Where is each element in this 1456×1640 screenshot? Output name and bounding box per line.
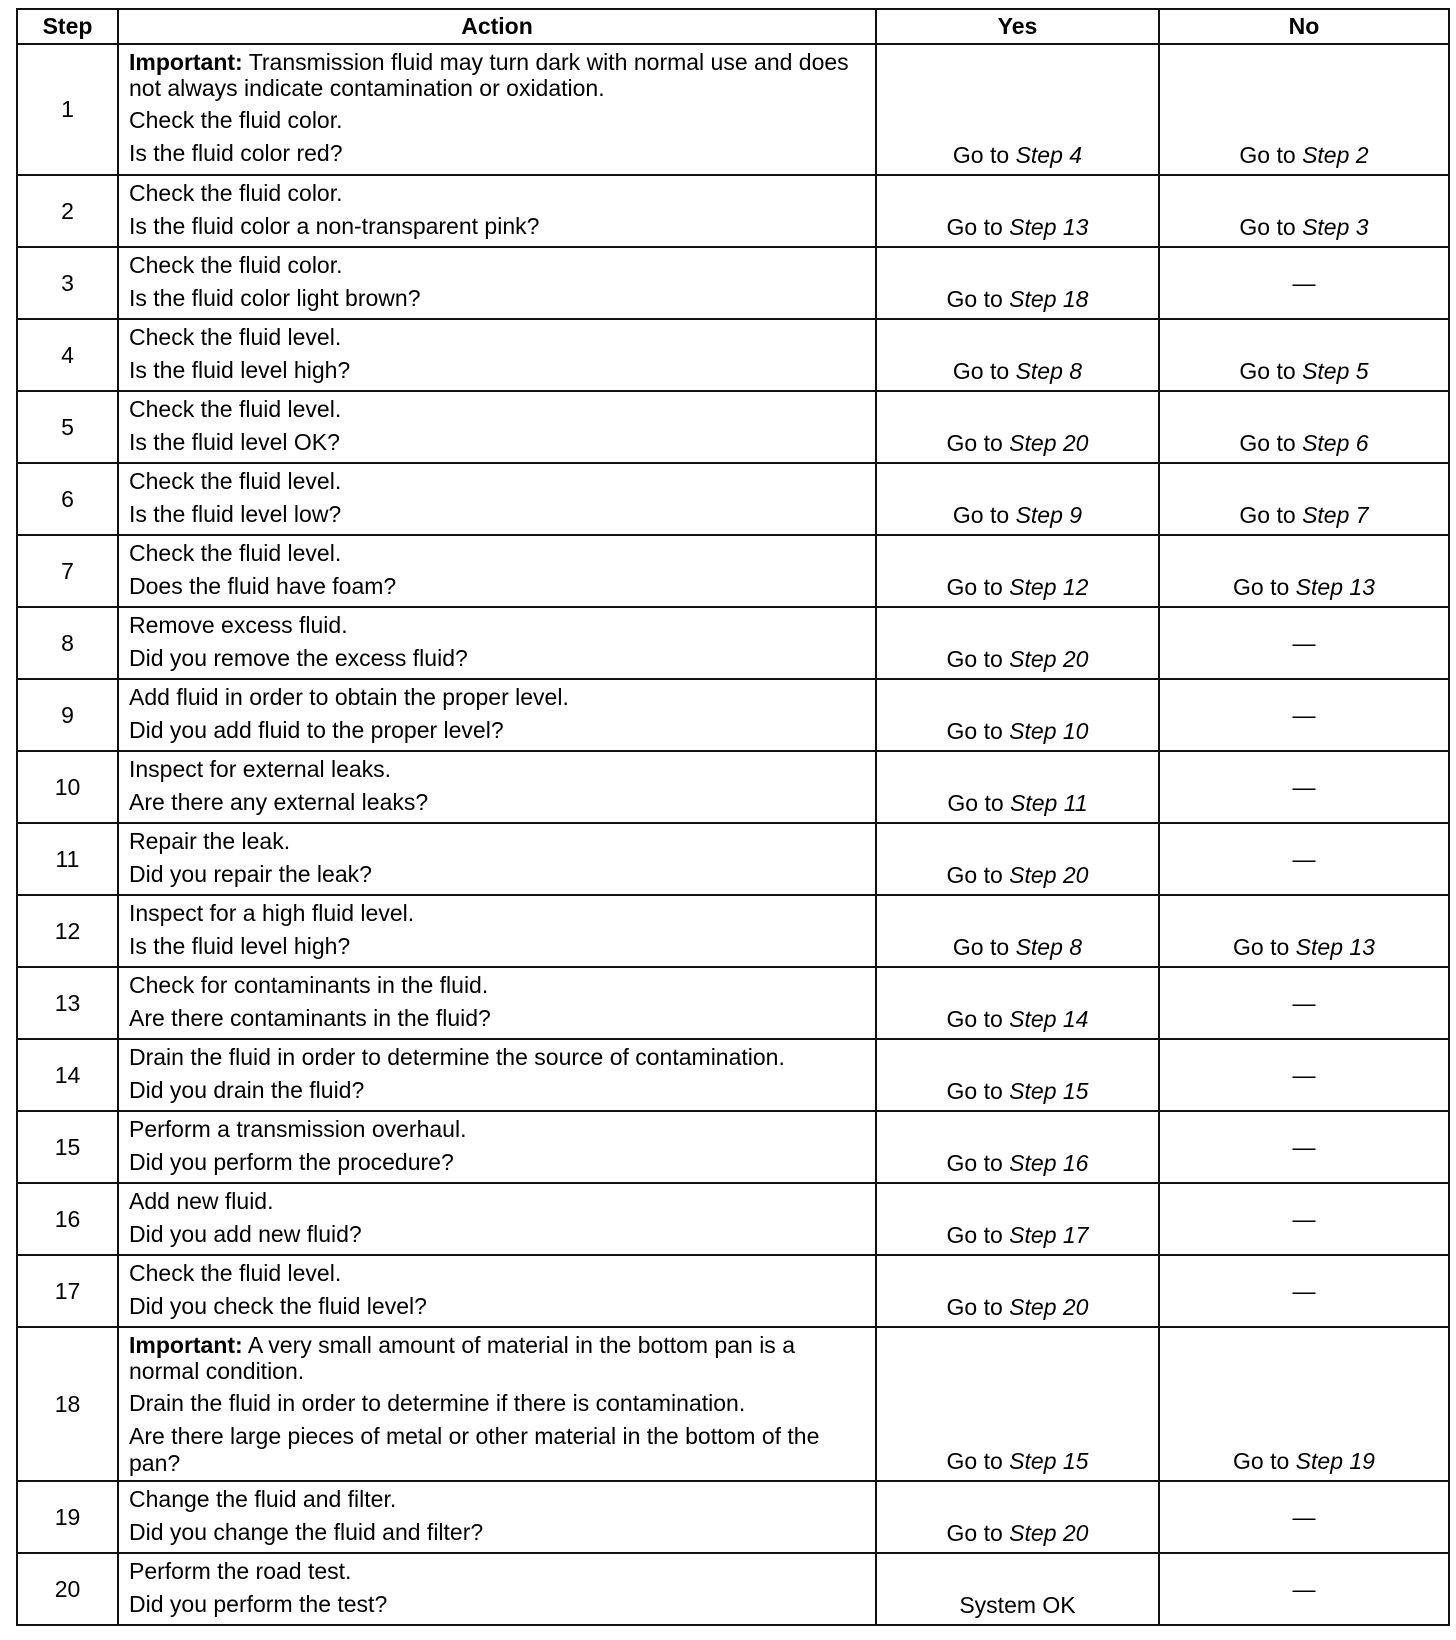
step-number: 6 [17, 463, 118, 535]
yes-step-link: Step 20 [1009, 1520, 1089, 1546]
action-instruction: Perform the road test. [129, 1558, 352, 1584]
yes-step-link: Step 20 [1009, 862, 1089, 888]
action-instruction: Check the fluid color. [129, 107, 343, 133]
step-number: 20 [17, 1553, 118, 1625]
no-goto-prefix: Go to [1233, 1448, 1290, 1474]
action-instruction: Perform a transmission overhaul. [129, 1116, 467, 1142]
action-question: Are there large pieces of metal or other material in the bottom of the pan? [129, 1423, 820, 1476]
action-question: Is the fluid level low? [129, 501, 342, 527]
step-number: 16 [17, 1183, 118, 1255]
action-cell [118, 44, 876, 175]
step-number: 11 [17, 823, 118, 895]
yes-cell [876, 1039, 1159, 1111]
action-instruction: Check the fluid level. [129, 540, 342, 566]
no-cell [1159, 823, 1449, 895]
important-label: Important: [129, 1332, 243, 1358]
yes-goto-prefix: Go to [946, 718, 1003, 744]
action-instruction: Check the fluid level. [129, 468, 342, 494]
action-instruction: Check the fluid color. [129, 180, 343, 206]
action-cell [118, 967, 876, 1039]
action-instruction: Add fluid in order to obtain the proper level. [129, 684, 569, 710]
step-number: 17 [17, 1255, 118, 1327]
yes-goto-prefix: Go to [946, 286, 1003, 312]
no-dash: — [1292, 1503, 1316, 1530]
action-instruction: Drain the fluid in order to determine if there is contamination. [129, 1390, 746, 1416]
yes-cell [876, 679, 1159, 751]
action-question: Is the fluid level OK? [129, 429, 340, 455]
important-text: Transmission fluid may turn dark with normal use and does not always indicate contamination or oxidation. [129, 49, 849, 101]
no-goto-prefix: Go to [1239, 502, 1296, 528]
no-cell [1159, 607, 1449, 679]
table-row [17, 607, 1449, 679]
no-cell [1159, 44, 1449, 175]
step-number: 2 [17, 175, 118, 247]
no-cell [1159, 391, 1449, 463]
step-number: 7 [17, 535, 118, 607]
table-row [17, 391, 1449, 463]
yes-goto-prefix: Go to [946, 1006, 1003, 1032]
no-goto-prefix: Go to [1233, 934, 1290, 960]
no-dash: — [1292, 1061, 1316, 1088]
table-row [17, 679, 1449, 751]
no-step-link: Step 5 [1302, 358, 1369, 384]
table-row [17, 1553, 1449, 1625]
yes-cell [876, 1481, 1159, 1553]
yes-step-link: Step 20 [1009, 1294, 1089, 1320]
action-question: Did you check the fluid level? [129, 1293, 427, 1319]
action-question: Is the fluid color red? [129, 140, 343, 166]
yes-cell [876, 247, 1159, 319]
header-no: No [1159, 9, 1449, 44]
table-row [17, 535, 1449, 607]
no-cell [1159, 175, 1449, 247]
no-cell [1159, 319, 1449, 391]
yes-result-text: System OK [959, 1592, 1076, 1618]
step-number: 18 [17, 1327, 118, 1481]
yes-cell [876, 967, 1159, 1039]
no-dash: — [1292, 845, 1316, 872]
yes-goto-prefix: Go to [952, 934, 1010, 960]
header-action: Action [118, 9, 876, 44]
step-number: 9 [17, 679, 118, 751]
table-row [17, 1481, 1449, 1553]
action-instruction: Add new fluid. [129, 1188, 274, 1214]
no-dash: — [1292, 701, 1316, 728]
action-instruction: Check for contaminants in the fluid. [129, 972, 489, 998]
action-question: Is the fluid color light brown? [129, 285, 421, 311]
action-question: Did you remove the excess fluid? [129, 645, 468, 671]
diagnostic-table-container [16, 8, 1448, 1626]
yes-goto-prefix: Go to [946, 1448, 1003, 1474]
action-cell [118, 1255, 876, 1327]
action-instruction: Drain the fluid in order to determine the source of contamination. [129, 1044, 785, 1070]
yes-step-link: Step 14 [1009, 1006, 1089, 1032]
yes-step-link: Step 16 [1009, 1150, 1089, 1176]
no-step-link: Step 3 [1302, 214, 1369, 240]
action-question: Are there any external leaks? [129, 789, 429, 815]
yes-cell [876, 319, 1159, 391]
no-cell [1159, 1183, 1449, 1255]
no-cell [1159, 247, 1449, 319]
yes-step-link: Step 17 [1009, 1222, 1089, 1248]
no-cell [1159, 751, 1449, 823]
yes-step-link: Step 9 [1015, 502, 1083, 528]
no-cell [1159, 1327, 1449, 1481]
no-cell [1159, 1255, 1449, 1327]
action-question: Are there contaminants in the fluid? [129, 1005, 491, 1031]
yes-cell [876, 391, 1159, 463]
table-row [17, 1255, 1449, 1327]
table-row [17, 44, 1449, 175]
action-instruction: Inspect for a high fluid level. [129, 900, 415, 926]
no-dash: — [1292, 1575, 1316, 1602]
important-note [129, 49, 865, 101]
yes-goto-prefix: Go to [946, 574, 1003, 600]
yes-goto-prefix: Go to [947, 790, 1004, 816]
no-goto-prefix: Go to [1233, 574, 1290, 600]
yes-goto-prefix: Go to [946, 430, 1003, 456]
action-question: Is the fluid level high? [129, 357, 351, 383]
yes-step-link: Step 18 [1009, 286, 1089, 312]
no-cell [1159, 1553, 1449, 1625]
yes-goto-prefix: Go to [946, 646, 1003, 672]
action-cell [118, 247, 876, 319]
action-question: Did you add new fluid? [129, 1221, 362, 1247]
action-cell [118, 679, 876, 751]
no-cell [1159, 463, 1449, 535]
no-cell [1159, 1111, 1449, 1183]
yes-cell [876, 751, 1159, 823]
yes-goto-prefix: Go to [946, 862, 1003, 888]
action-instruction: Remove excess fluid. [129, 612, 348, 638]
action-question: Did you perform the test? [129, 1591, 388, 1617]
no-dash: — [1292, 1277, 1316, 1304]
action-question: Is the fluid level high? [129, 933, 351, 959]
table-row [17, 823, 1449, 895]
action-cell [118, 823, 876, 895]
action-cell [118, 175, 876, 247]
yes-goto-prefix: Go to [946, 214, 1003, 240]
action-question: Did you add fluid to the proper level? [129, 717, 504, 743]
yes-goto-prefix: Go to [952, 358, 1010, 384]
no-goto-prefix: Go to [1239, 358, 1296, 384]
no-goto-prefix: Go to [1239, 214, 1296, 240]
action-cell [118, 1327, 876, 1481]
action-cell [118, 1039, 876, 1111]
table-row [17, 319, 1449, 391]
yes-cell [876, 1327, 1159, 1481]
no-step-link: Step 19 [1295, 1448, 1375, 1474]
no-dash: — [1292, 269, 1316, 296]
no-step-link: Step 6 [1302, 430, 1369, 456]
yes-step-link: Step 12 [1009, 574, 1089, 600]
step-number: 14 [17, 1039, 118, 1111]
yes-step-link: Step 20 [1009, 430, 1089, 456]
action-cell [118, 1111, 876, 1183]
action-instruction: Check the fluid color. [129, 252, 343, 278]
yes-cell [876, 1111, 1159, 1183]
table-row [17, 967, 1449, 1039]
no-cell [1159, 1481, 1449, 1553]
action-cell [118, 1553, 876, 1625]
yes-cell [876, 175, 1159, 247]
action-question: Is the fluid color a non-transparent pink? [129, 213, 540, 239]
step-number: 8 [17, 607, 118, 679]
yes-step-link: Step 20 [1009, 646, 1089, 672]
no-step-link: Step 2 [1302, 142, 1369, 168]
action-question: Does the fluid have foam? [129, 573, 397, 599]
action-question: Did you perform the procedure? [129, 1149, 454, 1175]
yes-step-link: Step 15 [1009, 1448, 1089, 1474]
no-dash: — [1292, 629, 1316, 656]
yes-step-link: Step 10 [1009, 718, 1089, 744]
action-cell [118, 319, 876, 391]
table-row [17, 895, 1449, 967]
action-instruction: Check the fluid level. [129, 396, 342, 422]
yes-step-link: Step 8 [1015, 934, 1083, 960]
table-row [17, 1327, 1449, 1481]
action-cell [118, 391, 876, 463]
yes-cell [876, 823, 1159, 895]
yes-step-link: Step 8 [1015, 358, 1083, 384]
important-text: A very small amount of material in the bottom pan is a normal condition. [129, 1332, 795, 1384]
action-instruction: Check the fluid level. [129, 1260, 342, 1286]
yes-step-link: Step 13 [1009, 214, 1089, 240]
table-row [17, 463, 1449, 535]
step-number: 19 [17, 1481, 118, 1553]
step-number: 15 [17, 1111, 118, 1183]
step-number: 10 [17, 751, 118, 823]
no-dash: — [1292, 1133, 1316, 1160]
header-row [17, 9, 1449, 44]
table-body [17, 44, 1449, 1625]
yes-cell [876, 1553, 1159, 1625]
yes-step-link: Step 11 [1010, 790, 1088, 816]
no-step-link: Step 7 [1302, 502, 1369, 528]
step-number: 4 [17, 319, 118, 391]
no-dash: — [1292, 773, 1316, 800]
table-row [17, 1039, 1449, 1111]
table-row [17, 247, 1449, 319]
yes-goto-prefix: Go to [946, 1294, 1003, 1320]
yes-cell [876, 607, 1159, 679]
yes-goto-prefix: Go to [952, 502, 1010, 528]
action-question: Did you repair the leak? [129, 861, 372, 887]
table-row [17, 1111, 1449, 1183]
yes-goto-prefix: Go to [946, 1078, 1003, 1104]
yes-goto-prefix: Go to [946, 1150, 1003, 1176]
yes-cell [876, 1255, 1159, 1327]
action-instruction: Change the fluid and filter. [129, 1486, 397, 1512]
action-cell [118, 607, 876, 679]
no-cell [1159, 967, 1449, 1039]
table-row [17, 175, 1449, 247]
action-instruction: Check the fluid level. [129, 324, 342, 350]
no-goto-prefix: Go to [1239, 142, 1296, 168]
no-step-link: Step 13 [1295, 934, 1375, 960]
no-cell [1159, 679, 1449, 751]
no-goto-prefix: Go to [1239, 430, 1296, 456]
table-row [17, 1183, 1449, 1255]
step-number: 5 [17, 391, 118, 463]
no-dash: — [1292, 1205, 1316, 1232]
yes-cell [876, 1183, 1159, 1255]
important-label: Important: [129, 49, 243, 75]
yes-cell [876, 535, 1159, 607]
table-row [17, 751, 1449, 823]
action-cell [118, 895, 876, 967]
yes-step-link: Step 15 [1009, 1078, 1089, 1104]
no-dash: — [1292, 989, 1316, 1016]
action-question: Did you change the fluid and filter? [129, 1519, 484, 1545]
action-cell [118, 1481, 876, 1553]
yes-cell [876, 895, 1159, 967]
action-instruction: Repair the leak. [129, 828, 291, 854]
header-step: Step [17, 9, 118, 44]
yes-goto-prefix: Go to [946, 1520, 1003, 1546]
header-yes: Yes [876, 9, 1159, 44]
yes-goto-prefix: Go to [952, 142, 1010, 168]
action-cell [118, 1183, 876, 1255]
step-number: 3 [17, 247, 118, 319]
yes-step-link: Step 4 [1015, 142, 1083, 168]
step-number: 1 [17, 44, 118, 175]
yes-goto-prefix: Go to [946, 1222, 1003, 1248]
diagnostic-table [16, 8, 1450, 1626]
action-cell [118, 751, 876, 823]
no-cell [1159, 535, 1449, 607]
action-cell [118, 535, 876, 607]
action-instruction: Inspect for external leaks. [129, 756, 392, 782]
step-number: 13 [17, 967, 118, 1039]
no-step-link: Step 13 [1295, 574, 1375, 600]
action-question: Did you drain the fluid? [129, 1077, 365, 1103]
no-cell [1159, 1039, 1449, 1111]
yes-cell [876, 463, 1159, 535]
step-number: 12 [17, 895, 118, 967]
yes-cell [876, 44, 1159, 175]
important-note [129, 1332, 865, 1384]
no-cell [1159, 895, 1449, 967]
action-cell [118, 463, 876, 535]
